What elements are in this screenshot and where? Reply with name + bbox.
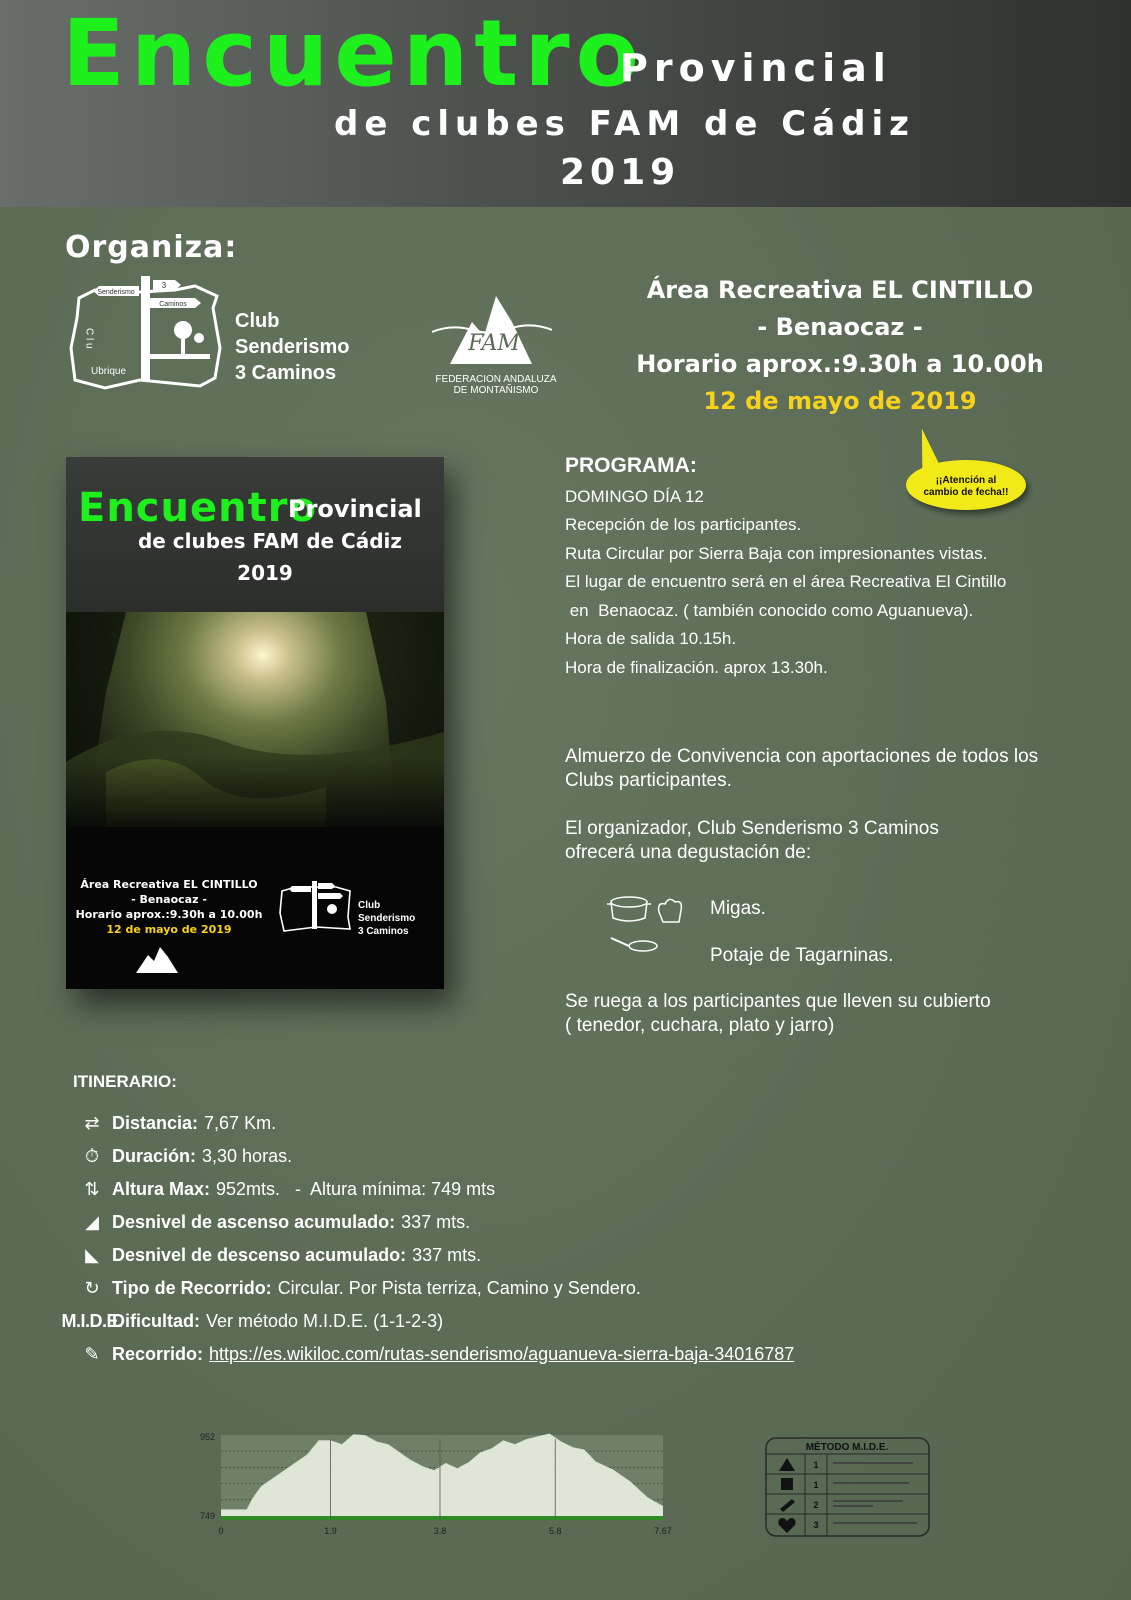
ruego-line: Se ruega a los participantes que lleven su cubierto xyxy=(565,991,991,1012)
itin-row-dificultad xyxy=(61,1305,1072,1338)
itin-row-descenso xyxy=(72,1239,1072,1272)
club-logo-caminos: Caminos xyxy=(159,301,187,308)
ascent-icon: ◢ xyxy=(85,1212,99,1232)
venue-block xyxy=(590,272,1090,420)
poster-date: 12 de mayo de 2019 xyxy=(106,923,232,936)
loop-icon: ↻ xyxy=(84,1278,100,1298)
warning-icon xyxy=(779,1458,795,1471)
itin-label: Recorrido: xyxy=(112,1344,204,1364)
mide-icon: M.I.D.E. xyxy=(61,1311,123,1331)
itin-value: Circular. Por Pista terriza, Camino y Sendero. xyxy=(277,1278,641,1298)
title-provincial: Provincial xyxy=(620,46,892,90)
poster-club-line: Senderismo xyxy=(358,913,416,924)
descent-icon: ◣ xyxy=(85,1245,99,1265)
itin-row-altura xyxy=(72,1173,1072,1206)
cooking-icon xyxy=(603,890,698,962)
itin-label: Tipo de Recorrido: xyxy=(112,1278,272,1298)
fam-logo xyxy=(432,292,552,372)
club-logo xyxy=(65,268,230,400)
almuerzo-line: Clubs participantes. xyxy=(565,770,732,791)
poster-venue xyxy=(74,877,264,937)
poster-venue-line: Área Recreativa EL CINTILLO xyxy=(80,878,258,891)
programa-line: Hora de salida 10.15h. xyxy=(565,629,737,648)
fam-name-line: FEDERACION ANDALUZA xyxy=(435,374,557,385)
poster-image xyxy=(66,457,444,989)
menu-item-migas: Migas. xyxy=(710,898,766,919)
fam-name xyxy=(426,374,566,396)
notice-line: ¡¡Atención al xyxy=(935,475,997,486)
programa-line: Recepción de los participantes. xyxy=(565,515,802,534)
programa-line: en Benaocaz. ( también conocido como Aguanueva). xyxy=(565,600,974,620)
itinerario-title: ITINERARIO: xyxy=(73,1072,177,1091)
itin-value: 337 mts. xyxy=(412,1245,482,1265)
chart-y-tick-label: 749 xyxy=(199,1511,215,1521)
club-logo-clu: C l u xyxy=(83,328,95,349)
venue-place: Área Recreativa EL CINTILLO xyxy=(646,276,1034,304)
ruego-text xyxy=(565,990,1125,1038)
itin-label: Altura Max: xyxy=(112,1179,211,1199)
chart-baseline-band xyxy=(221,1516,663,1520)
almuerzo-line: Almuerzo de Convivencia con aportaciones de todos los xyxy=(565,746,1039,767)
updown-icon: ⇅ xyxy=(84,1179,100,1199)
notice-line: cambio de fecha!! xyxy=(923,487,1009,498)
club-name-line: Senderismo xyxy=(235,336,350,358)
poster-title-encuentro: Encuentro xyxy=(78,485,317,531)
chart-x-tick-label: 1.9 xyxy=(324,1526,337,1536)
itin-value: 7,67 Km. xyxy=(204,1113,277,1133)
itin-row-distancia xyxy=(72,1107,1072,1140)
programa-line: Hora de finalización. aprox 13.30h. xyxy=(565,657,828,677)
chart-y-tick-label: 952 xyxy=(199,1432,215,1442)
poster-year: 2019 xyxy=(237,561,293,585)
club-logo-number: 3 xyxy=(161,281,167,290)
poster-club-name xyxy=(358,899,415,938)
chart-x-tick-label: 3.8 xyxy=(433,1526,447,1536)
venue-town: - Benaocaz - xyxy=(757,313,923,341)
poster-subtitle: de clubes FAM de Cádiz xyxy=(137,529,403,553)
itin-row-tipo xyxy=(72,1272,1072,1305)
itin-value: 337 mts. xyxy=(401,1212,471,1232)
organiza-label: Organiza: xyxy=(65,230,238,265)
title-encuentro: Encuentro xyxy=(62,0,645,107)
club-name xyxy=(235,308,349,386)
stopwatch-icon: ⏱ xyxy=(84,1146,100,1166)
club-logo-ubrique: Ubrique xyxy=(91,366,127,377)
itin-label: Distancia: xyxy=(112,1113,199,1133)
chart-x-tick-label: 0 xyxy=(218,1526,224,1536)
mide-value: 3 xyxy=(813,1520,819,1530)
poster-title-provincial: Provincial xyxy=(288,495,422,523)
itin-value: Ver método M.I.D.E. (1-1-2-3) xyxy=(206,1311,444,1331)
itin-label: Desnivel de descenso acumulado: xyxy=(112,1245,407,1265)
header-banner xyxy=(0,0,1131,207)
itin-value: 3,30 horas. xyxy=(202,1146,293,1166)
mide-value: 1 xyxy=(813,1480,819,1490)
itin-value: 952mts. - Altura mínima: 749 mts xyxy=(216,1179,496,1199)
boot-icon xyxy=(780,1499,795,1512)
title-subtitle: de clubes FAM de Cádiz xyxy=(334,104,915,144)
chart-x-tick-label: 7.67 xyxy=(654,1526,672,1536)
programa-line: Ruta Circular por Sierra Baja con impresionantes vistas. xyxy=(565,543,988,563)
itin-label: Desnivel de ascenso acumulado: xyxy=(112,1212,396,1232)
fam-name-line: DE MONTAÑISMO xyxy=(453,385,539,396)
poster-club-logo xyxy=(276,877,356,937)
fam-logo-text: FAM xyxy=(468,331,520,356)
programa-line: El lugar de encuentro será en el área Recreativa El Cintillo xyxy=(565,572,1007,591)
compass-icon xyxy=(781,1478,793,1490)
poster-fam-logo xyxy=(126,945,186,977)
venue-schedule: Horario aprox.:9.30h a 10.00h xyxy=(636,350,1044,378)
poster-venue-line: - Benaocaz - xyxy=(131,893,207,906)
club-name-line: Club xyxy=(235,310,280,332)
poster-venue-line: Horario aprox.:9.30h a 10.00h xyxy=(75,908,263,921)
poster-fade xyxy=(66,757,444,837)
itin-row-ascenso xyxy=(72,1206,1072,1239)
poster-club-line: 3 Caminos xyxy=(358,926,409,937)
title-year: 2019 xyxy=(560,152,681,193)
itin-row-duracion xyxy=(72,1140,1072,1173)
itin-label: Duración: xyxy=(112,1146,197,1166)
menu-item-potaje: Potaje de Tagarninas. xyxy=(710,945,894,966)
itinerario-list xyxy=(61,1107,1072,1371)
degustacion-line: ofrecerá una degustación de: xyxy=(565,842,812,863)
degustacion-text xyxy=(565,817,1125,865)
almuerzo-text xyxy=(565,745,1125,793)
itin-label: Dificultad: xyxy=(112,1311,200,1331)
club-logo-senderismo: Senderismo xyxy=(97,289,135,296)
mide-value: 1 xyxy=(813,1460,819,1470)
club-name-line: 3 Caminos xyxy=(235,362,337,384)
heart-icon xyxy=(778,1518,795,1533)
route-icon: ✎ xyxy=(84,1344,100,1364)
poster-club-line: Club xyxy=(358,900,381,911)
venue-date: 12 de mayo de 2019 xyxy=(703,387,977,415)
mide-table xyxy=(765,1437,930,1537)
programa-title: PROGRAMA: xyxy=(565,454,697,477)
arrows-icon: ⇄ xyxy=(84,1113,100,1133)
chart-x-tick-label: 5.8 xyxy=(548,1526,562,1536)
mide-title: MÉTODO M.I.D.E. xyxy=(805,1442,889,1453)
programa-section xyxy=(565,452,1125,682)
wikiloc-link[interactable]: https://es.wikiloc.com/rutas-senderismo/aguanueva-sierra-baja-34016787 xyxy=(209,1344,795,1364)
mide-value: 2 xyxy=(813,1500,819,1510)
ruego-line: ( tenedor, cuchara, plato y jarro) xyxy=(565,1015,835,1036)
itin-row-recorrido xyxy=(72,1338,1072,1371)
degustacion-line: El organizador, Club Senderismo 3 Caminos xyxy=(565,818,939,839)
programa-line: DOMINGO DÍA 12 xyxy=(565,486,704,506)
elevation-profile-chart xyxy=(195,1425,685,1545)
